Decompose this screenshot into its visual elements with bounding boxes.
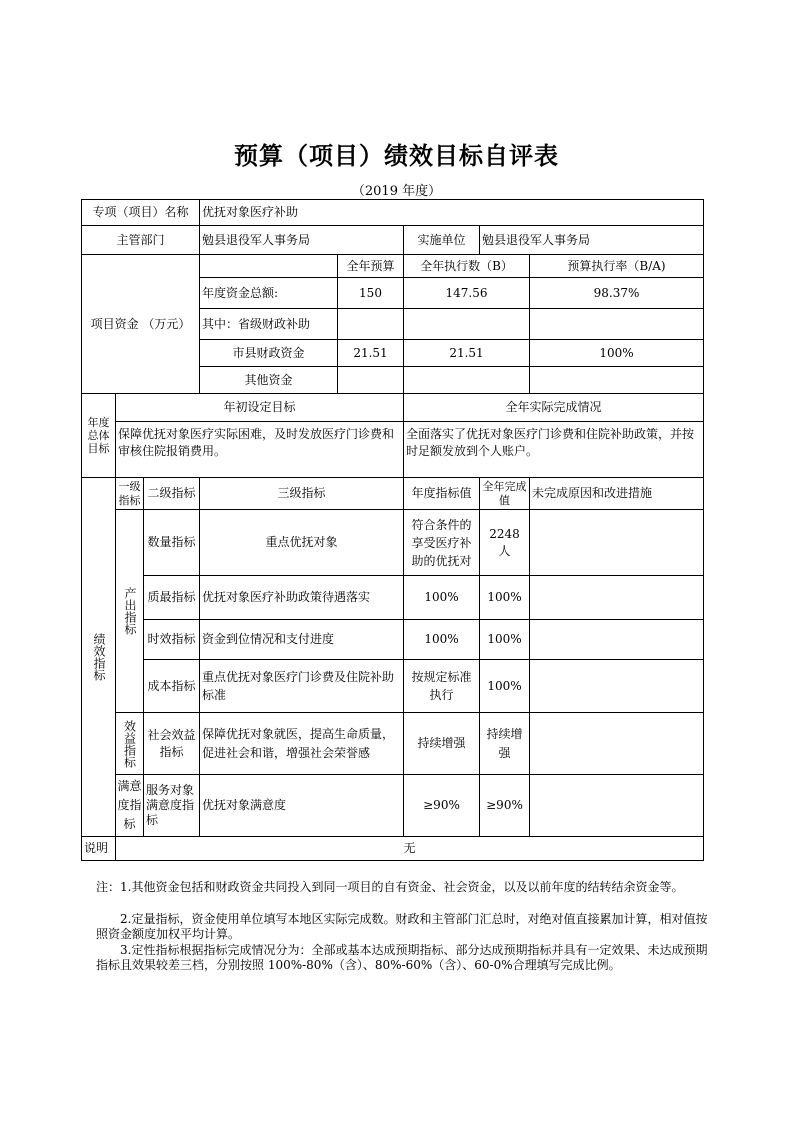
project-name-value: 优抚对象医疗补助 xyxy=(199,199,704,226)
perf-row-target: 100% xyxy=(403,619,480,660)
funds-row-budget xyxy=(337,366,404,394)
funds-row-label: 年度资金总额: xyxy=(199,277,338,309)
perf-row-level3: 优抚对象医疗补助政策待遇落实 xyxy=(199,575,404,620)
report-year: （2019 年度） xyxy=(351,184,442,199)
funds-row-label: 其他资金 xyxy=(199,366,338,394)
funds-row-executed xyxy=(403,366,530,394)
funds-row-executed: 147.56 xyxy=(403,277,530,309)
funds-row-executed xyxy=(403,308,530,340)
dept-label: 主管部门 xyxy=(81,225,200,255)
funds-row-rate: 100% xyxy=(529,339,704,367)
perf-group-output xyxy=(115,509,144,713)
funds-row-rate xyxy=(529,366,704,394)
funds-header-blank xyxy=(199,254,338,278)
perf-label-text: 绩效指标 xyxy=(92,633,106,681)
perf-row-actual: ≥90% xyxy=(479,774,530,837)
perf-row-actual: 持续增强 xyxy=(479,712,530,775)
perf-row-target: 100% xyxy=(403,575,480,620)
perf-row-reason xyxy=(529,509,704,576)
perf-row-actual: 100% xyxy=(479,659,530,713)
perf-header-reason: 未完成原因和改进措施 xyxy=(529,477,704,510)
perf-row-actual: 100% xyxy=(479,575,530,620)
funds-row-executed: 21.51 xyxy=(403,339,530,367)
page-title: 预算（项目）绩效目标自评表 xyxy=(234,142,559,170)
funds-row-label: 其中：省级财政补助 xyxy=(199,308,338,340)
perf-group-satisfaction: 满意度指标 xyxy=(115,774,144,837)
funds-row-budget: 150 xyxy=(337,277,404,309)
dept-value: 勉县退役军人事务局 xyxy=(199,225,404,255)
perf-header-actual: 全年完成 值 xyxy=(479,477,530,510)
perf-label xyxy=(81,477,116,837)
perf-row-reason xyxy=(529,575,704,620)
perf-row-level2: 数量指标 xyxy=(143,509,200,576)
note-1: 注：1.其他资金包括和财政资金共同投入到同一项目的自有资金、社会资金，以及以前年度的结转结余资金等。 xyxy=(96,880,684,894)
perf-row-level2: 服务对象满意度指标 xyxy=(143,774,200,837)
perf-row-level3: 保障优抚对象就医，提高生命质量，促进社会和谐，增强社会荣誉感 xyxy=(199,712,404,775)
perf-row-level3: 优抚对象满意度 xyxy=(199,774,404,837)
project-name-label: 专项（项目）名称 xyxy=(81,199,200,226)
goals-actual-header: 全年实际完成情况 xyxy=(403,393,704,422)
perf-group-benefit-text: 效益指标 xyxy=(122,719,137,768)
funds-label: 项目资金 （万元） xyxy=(81,254,200,394)
impl-value: 勉县退役军人事务局 xyxy=(479,225,704,255)
perf-header-level2: 二级指标 xyxy=(143,477,200,510)
goals-initial-text: 保障优抚对象医疗实际困难，及时发放医疗门诊费和审核住院报销费用。 xyxy=(115,421,404,478)
perf-header-target: 年度指标值 xyxy=(403,477,480,510)
perf-row-level2: 质最指标 xyxy=(143,575,200,620)
remark-label: 说明 xyxy=(81,836,116,861)
funds-row-rate: 98.37% xyxy=(529,277,704,309)
perf-header-level1: 一级指标 xyxy=(115,477,144,510)
funds-header-executed: 全年执行数（B） xyxy=(403,254,530,278)
perf-row-level2: 时效指标 xyxy=(143,619,200,660)
perf-row-reason xyxy=(529,659,704,713)
funds-header-budget: 全年预算 xyxy=(337,254,404,278)
perf-row-level2: 成本指标 xyxy=(143,659,200,713)
perf-row-target: 持续增强 xyxy=(403,712,480,775)
impl-label: 实施单位 xyxy=(403,225,480,255)
goals-label: 年度总体目标 xyxy=(81,393,116,478)
perf-row-reason xyxy=(529,619,704,660)
goals-initial-header: 年初设定目标 xyxy=(115,393,404,422)
perf-row-actual: 100% xyxy=(479,619,530,660)
perf-row-reason xyxy=(529,774,704,837)
perf-row-target: ≥90% xyxy=(403,774,480,837)
perf-group-benefit xyxy=(115,712,144,775)
goals-actual-text: 全面落实了优抚对象医疗门诊费和住院补助政策，并按时足额发放到个人账户。 xyxy=(403,421,704,478)
perf-row-level2: 社会效益指标 xyxy=(143,712,200,775)
funds-header-rate: 预算执行率（B/A) xyxy=(529,254,704,278)
remark-value: 无 xyxy=(115,836,704,861)
perf-row-actual: 2248 人 xyxy=(479,509,530,576)
note-2: 2.定量指标，资金使用单位填写本地区实际完成数。财政和主管部门汇总时，对绝对值直接累加计算，相对值按照资金额度加权平均计算。 xyxy=(96,912,708,941)
funds-row-budget: 21.51 xyxy=(337,339,404,367)
funds-row-rate xyxy=(529,308,704,340)
funds-row-label: 市县财政资金 xyxy=(199,339,338,367)
perf-row-level3: 重点优抚对象 xyxy=(199,509,404,576)
perf-group-output-text: 产出指标 xyxy=(123,587,137,635)
funds-row-budget xyxy=(337,308,404,340)
perf-row-level3: 资金到位情况和支付进度 xyxy=(199,619,404,660)
perf-row-level3: 重点优抚对象医疗门诊费及住院补助标准 xyxy=(199,659,404,713)
perf-row-target: 符合条件的享受医疗补助的优抚对 xyxy=(403,509,480,576)
perf-row-target: 按规定标准执行 xyxy=(403,659,480,713)
perf-row-reason xyxy=(529,712,704,775)
perf-header-level3: 三级指标 xyxy=(199,477,404,510)
note-3: 3.定性指标根据指标完成情况分为：全部或基本达成预期指标、部分达成预期指标并具有一定效果、未达成预期指标且效果较差三档，分别按照 100%-80%（含）、80%-60%（含）、60-0%合理填写完成比例。 xyxy=(96,943,708,972)
